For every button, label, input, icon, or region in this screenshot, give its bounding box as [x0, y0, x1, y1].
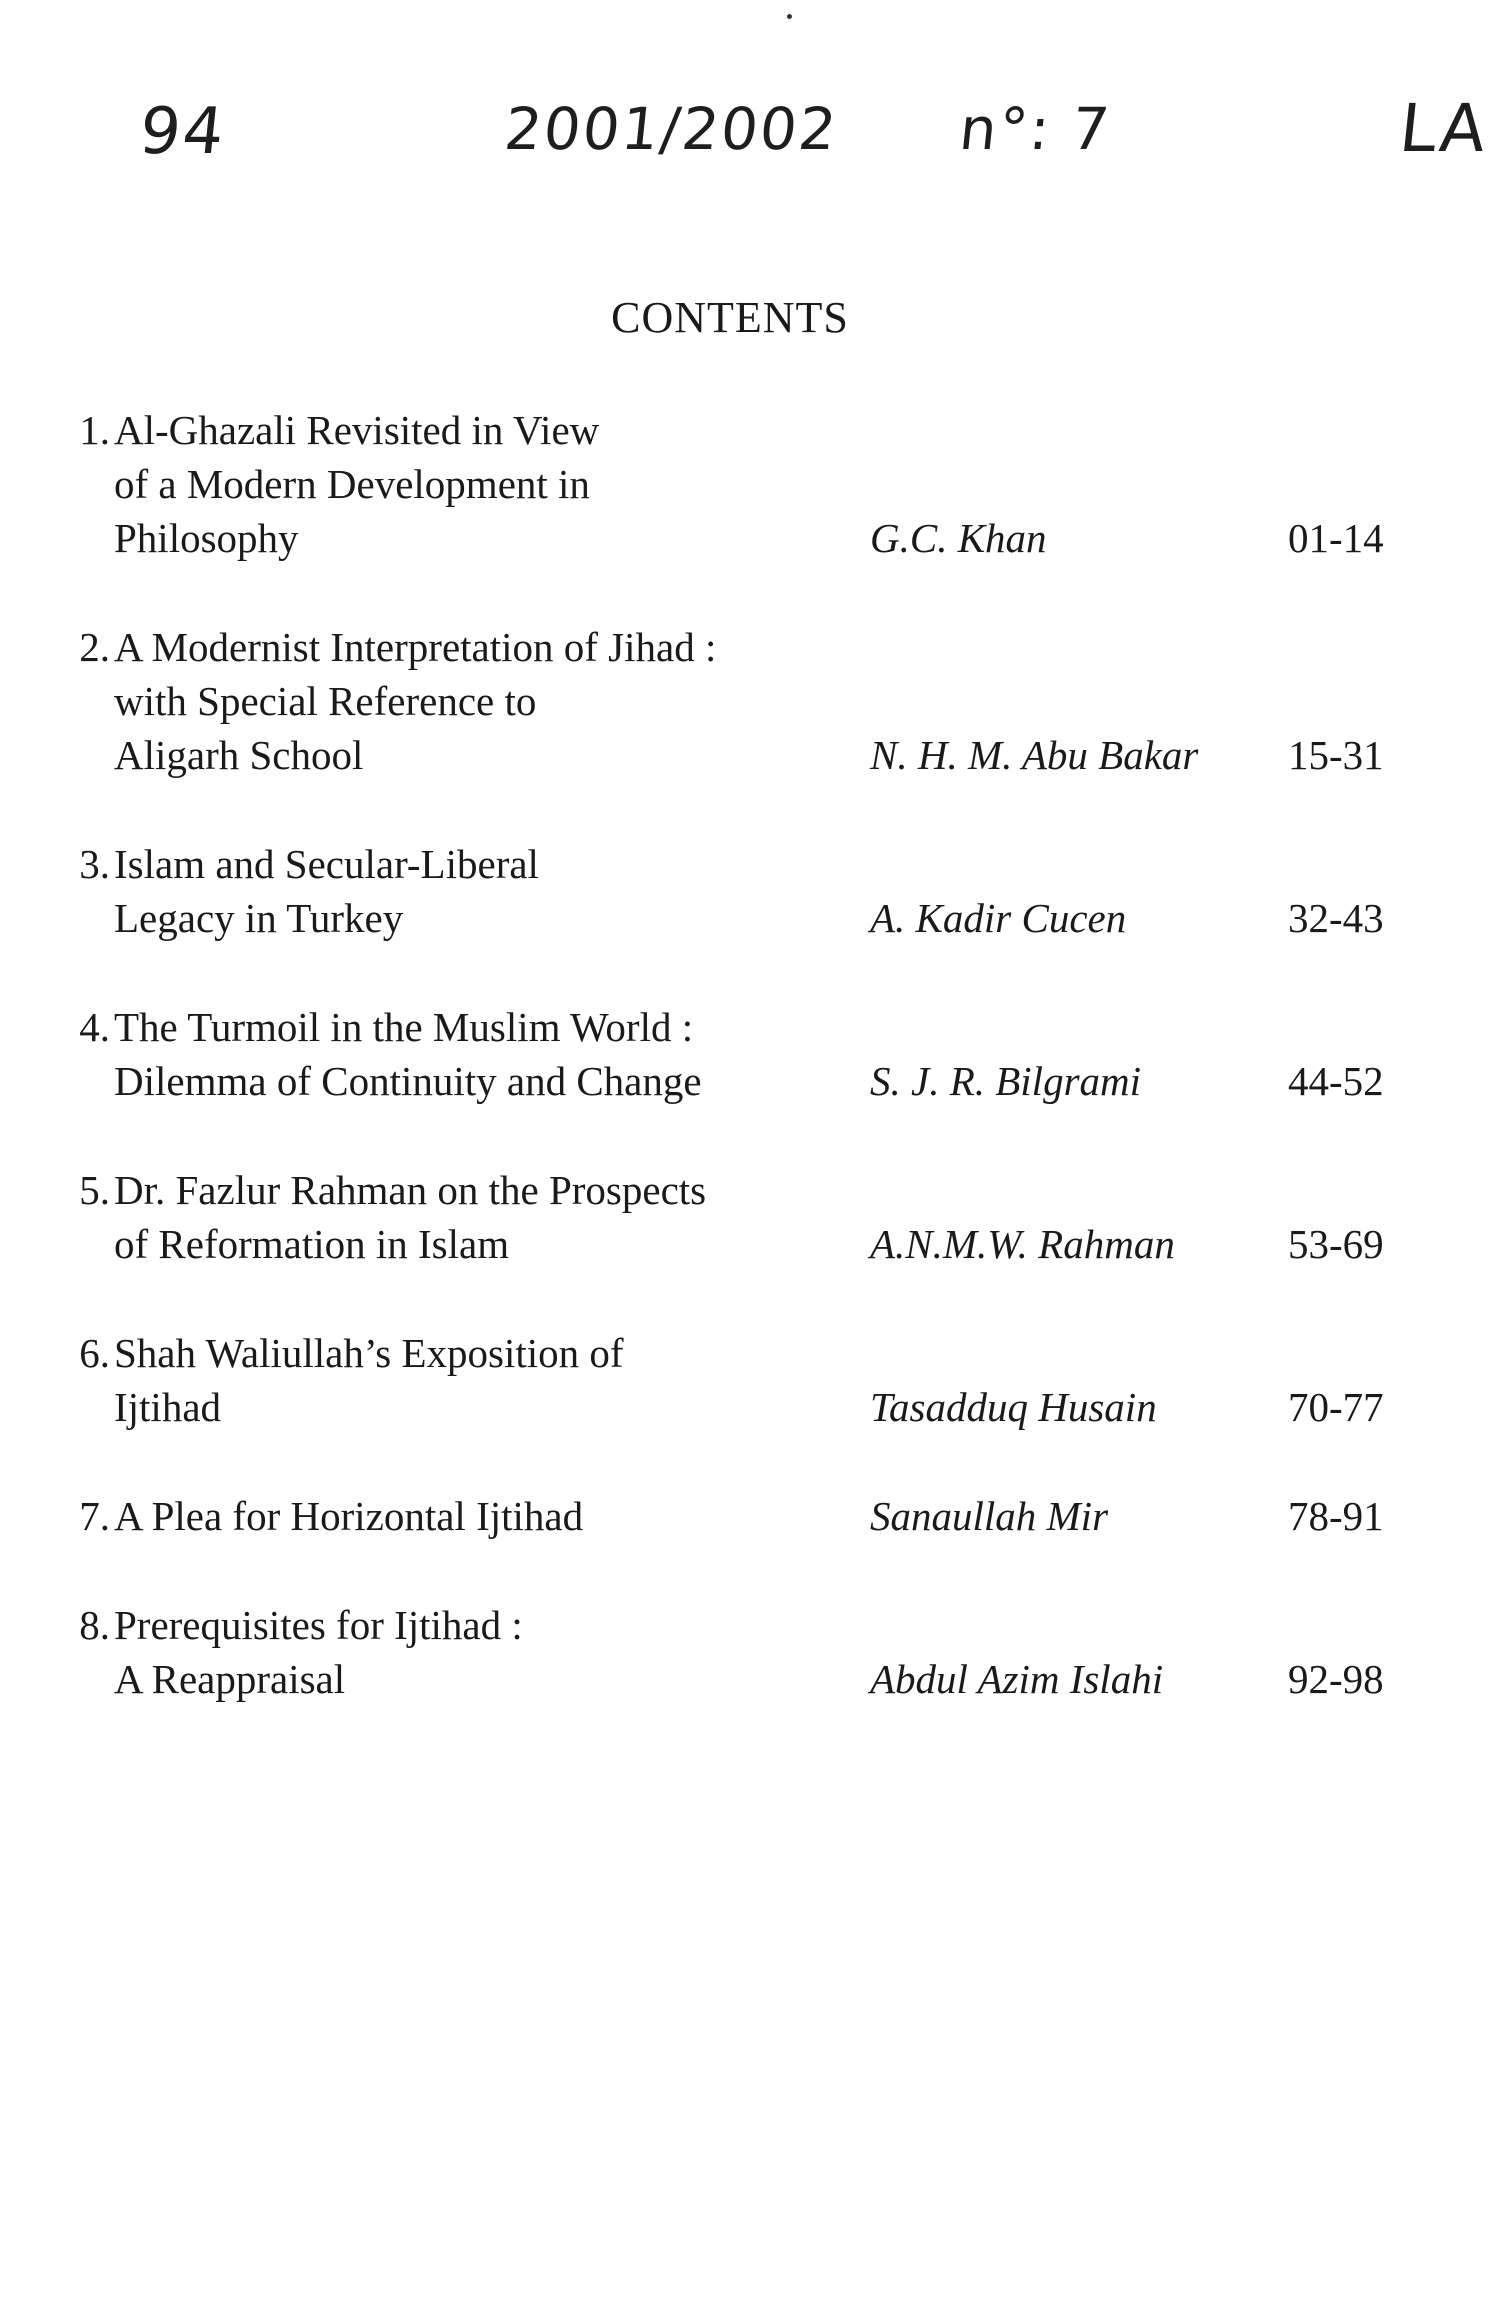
toc-entry [48, 1163, 1428, 1271]
entry-title-line: Dr. Fazlur Rahman on the Prospects [114, 1167, 707, 1213]
contents-heading: CONTENTS [611, 293, 849, 342]
entry-title-line: A Reappraisal [114, 1656, 346, 1702]
ink-speck [787, 14, 792, 19]
entry-title-line: A Modernist Interpretation of Jihad : [114, 624, 717, 670]
entry-author: Sanaullah Mir [870, 1493, 1109, 1539]
toc-entry [48, 403, 1428, 565]
entry-pages: 01-14 [1288, 515, 1384, 561]
entry-title [114, 403, 874, 565]
entry-number: 5. [79, 1167, 110, 1213]
toc-entry [48, 1326, 1428, 1434]
entry-title-line: Legacy in Turkey [114, 895, 404, 941]
entry-number: 1. [79, 407, 110, 453]
entry-title [114, 620, 874, 782]
toc-entry [48, 1598, 1428, 1706]
entry-title-line: Ijtihad [114, 1384, 222, 1430]
entry-number: 4. [79, 1004, 110, 1050]
entry-title [114, 1000, 874, 1108]
entry-title-line: The Turmoil in the Muslim World : [114, 1004, 694, 1050]
entry-number: 2. [79, 624, 110, 670]
entry-title-line: Philosophy [114, 515, 299, 561]
entry-title [114, 1163, 874, 1271]
entry-title-line: Shah Waliullah’s Exposition of [114, 1330, 624, 1376]
entry-pages: 44-52 [1288, 1058, 1384, 1104]
entry-title [114, 1489, 874, 1543]
entry-title-line: of Reformation in Islam [114, 1221, 510, 1267]
entry-author: N. H. M. Abu Bakar [870, 732, 1199, 778]
handwritten-note-years: 2001/2002 [501, 95, 842, 163]
entry-number: 6. [79, 1330, 110, 1376]
entry-title-line: Dilemma of Continuity and Change [114, 1058, 702, 1104]
entry-title [114, 1326, 874, 1434]
entry-number: 3. [79, 841, 110, 887]
toc-entry [48, 620, 1428, 782]
handwritten-note-number: n°: 7 [956, 95, 1115, 163]
entry-title-line: A Plea for Horizontal Ijtihad [114, 1493, 584, 1539]
entry-author: S. J. R. Bilgrami [870, 1058, 1142, 1104]
entry-author: A.N.M.W. Rahman [870, 1221, 1175, 1267]
entry-title-line: Al-Ghazali Revisited in View [114, 407, 600, 453]
entry-title-line: of a Modern Development in [114, 461, 590, 507]
handwritten-note-volume: 94 [136, 95, 230, 169]
entry-pages: 78-91 [1288, 1493, 1384, 1539]
entry-number: 7. [79, 1493, 110, 1539]
toc-entry [48, 1489, 1428, 1543]
entry-title-line: Aligarh School [114, 732, 364, 778]
entry-author: A. Kadir Cucen [870, 895, 1127, 941]
toc-entry [48, 837, 1428, 945]
entry-author: Tasadduq Husain [870, 1384, 1157, 1430]
entry-pages: 70-77 [1288, 1384, 1384, 1430]
entry-title-line: with Special Reference to [114, 678, 537, 724]
entry-pages: 92-98 [1288, 1656, 1384, 1702]
toc-entry [48, 1000, 1428, 1108]
table-of-contents [48, 403, 1428, 1761]
entry-title [114, 837, 874, 945]
entry-pages: 15-31 [1288, 732, 1384, 778]
entry-number: 8. [79, 1602, 110, 1648]
entry-title [114, 1598, 874, 1706]
entry-author: G.C. Khan [870, 515, 1047, 561]
entry-author: Abdul Azim Islahi [870, 1656, 1164, 1702]
entry-title-line: Prerequisites for Ijtihad : [114, 1602, 523, 1648]
entry-pages: 32-43 [1288, 895, 1384, 941]
handwritten-note-initials: LA [1395, 90, 1492, 167]
entry-title-line: Islam and Secular-Liberal [114, 841, 539, 887]
entry-pages: 53-69 [1288, 1221, 1384, 1267]
